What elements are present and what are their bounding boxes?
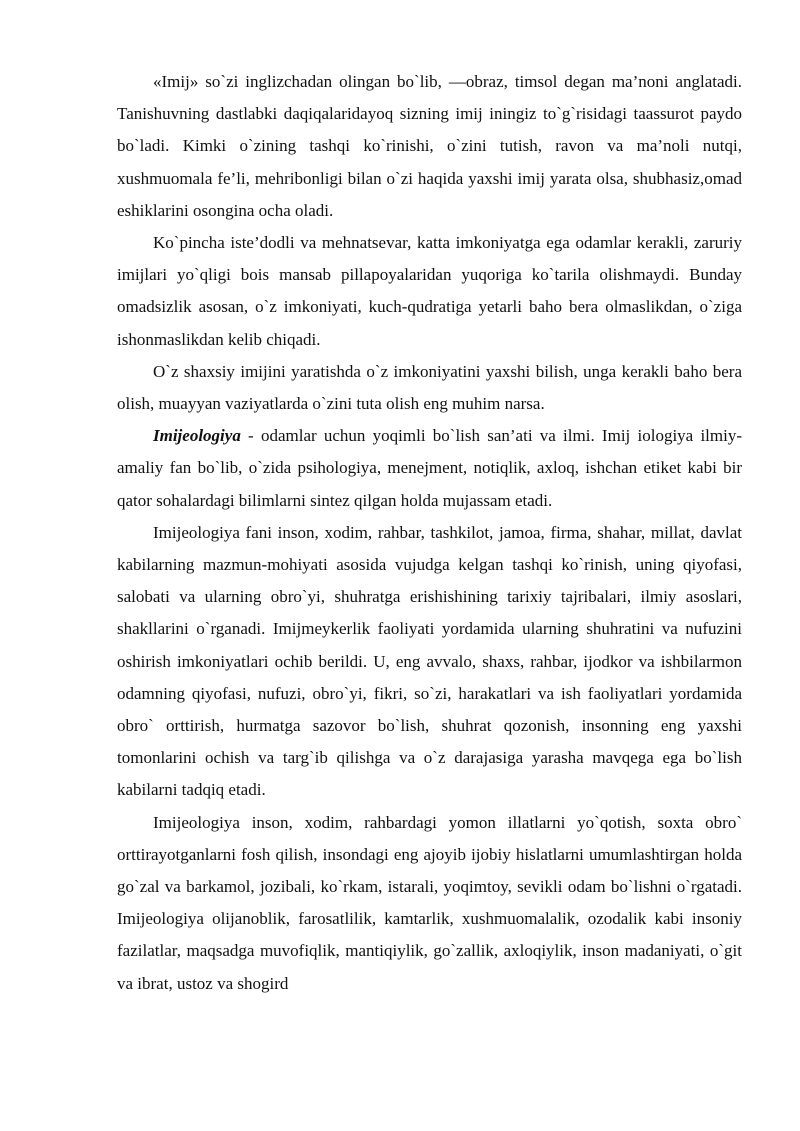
paragraph-imijeologiya-definition — [117, 420, 742, 517]
defined-term: Imijeologiya — [153, 426, 241, 446]
paragraph-imijeologiya-subject — [117, 517, 742, 807]
paragraph-text: - odamlar uchun yoqimli bo`lish san’ati va ilmi. Imij iologiya ilmiy-amaliy fan bo`lib, o`zida psihologiya, menejment, notiqlik, axloq, ishchan etiket kabi bir qator sohalardagi bilimlarni sintez qilgan holda mujassam etadi. — [117, 426, 742, 510]
paragraph-text: «Imij» so`zi inglizchadan olingan bo`lib, ―obraz, timsol degan ma’noni anglatadi. Tanishuvning dastlabki daqiqalaridayoq sizning imij iningiz to`g`risidagi taassurot paydo bo`ladi. Kimki o`zining tashqi ko`rinishi, o`zini tutish, ravon va ma’noli nutqi, xushmuomala fe’li, mehribonligi bilan o`zi haqida yaxshi imij yarata olsa, shubhasiz,omad eshiklarini osongina ocha oladi. — [117, 72, 742, 220]
paragraph-text: Imijeologiya fani inson, xodim, rahbar, tashkilot, jamoa, firma, shahar, millat, davlat kabilarning mazmun-mohiyati asosida vujudga kelgan tashqi ko`rinish, uning qiyofasi, salobati va ularning obro`yi, shuhratga erishishining tarixiy tajribalari, ilmiy asoslari, shakllarini o`rganadi. Imijmeykerlik faoliyati yordamida ularning shuhratini va nufuzini oshirish imkoniyatlari ochib berildi. U, eng avvalo, shaxs, rahbar, ijodkor va ishbilarmon odamning qiyofasi, nufuzi, obro`yi, fikri, so`zi, harakatlari va ish faoliyatlari yordamida obro` orttirish, hurmatga sazovor bo`lish, shuhrat qozonish, insonning eng yaxshi tomonlarini ochish va targ`ib qilishga va o`z darajasiga yarasha mavqega ega bo`lish kabilarni tadqiq etadi. — [117, 522, 742, 800]
paragraph-imij-meaning — [117, 66, 742, 227]
paragraph-text: Imijeologiya inson, xodim, rahbardagi yomon illatlarni yo`qotish, soxta obro` orttirayotganlarni fosh qilish, insondagi eng ajoyib ijobiy hislatlarni umumlashtirgan holda go`zal va barkamol, jozibali, ko`rkam, istarali, yoqimtoy, sevikli odam bo`lishni o`rgatadi. Imijeologiya olijanoblik, farosatlilik, kamtarlik, xushmuomalalik, ozodalik kabi insoniy fazilatlar, maqsadga muvofiqlik, mantiqiylik, go`zallik, axloqiylik, inson madaniyati, o`git va ibrat, ustoz va shogird — [117, 812, 742, 993]
paragraph-text: O`z shaxsiy imijini yaratishda o`z imkoniyatini yaxshi bilish, unga kerakli baho bera olish, muayyan vaziyatlarda o`zini tuta olish eng muhim narsa. — [117, 361, 742, 414]
document-page — [117, 66, 742, 1000]
paragraph-imijeologiya-teaches — [117, 807, 742, 1000]
paragraph-text: Ko`pincha iste’dodli va mehnatsevar, katta imkoniyatga ega odamlar kerakli, zaruriy imijlari yo`qligi bois mansab pillapoyalaridan yuqoriga ko`tarila olishmaydi. Bunday omadsizlik asosan, o`z imkoniyati, kuch-qudratiga yetarli baho bera olmaslikdan, o`ziga ishonmaslikdan kelib chiqadi. — [117, 233, 742, 349]
paragraph-talented-people — [117, 227, 742, 356]
paragraph-personal-image — [117, 356, 742, 420]
